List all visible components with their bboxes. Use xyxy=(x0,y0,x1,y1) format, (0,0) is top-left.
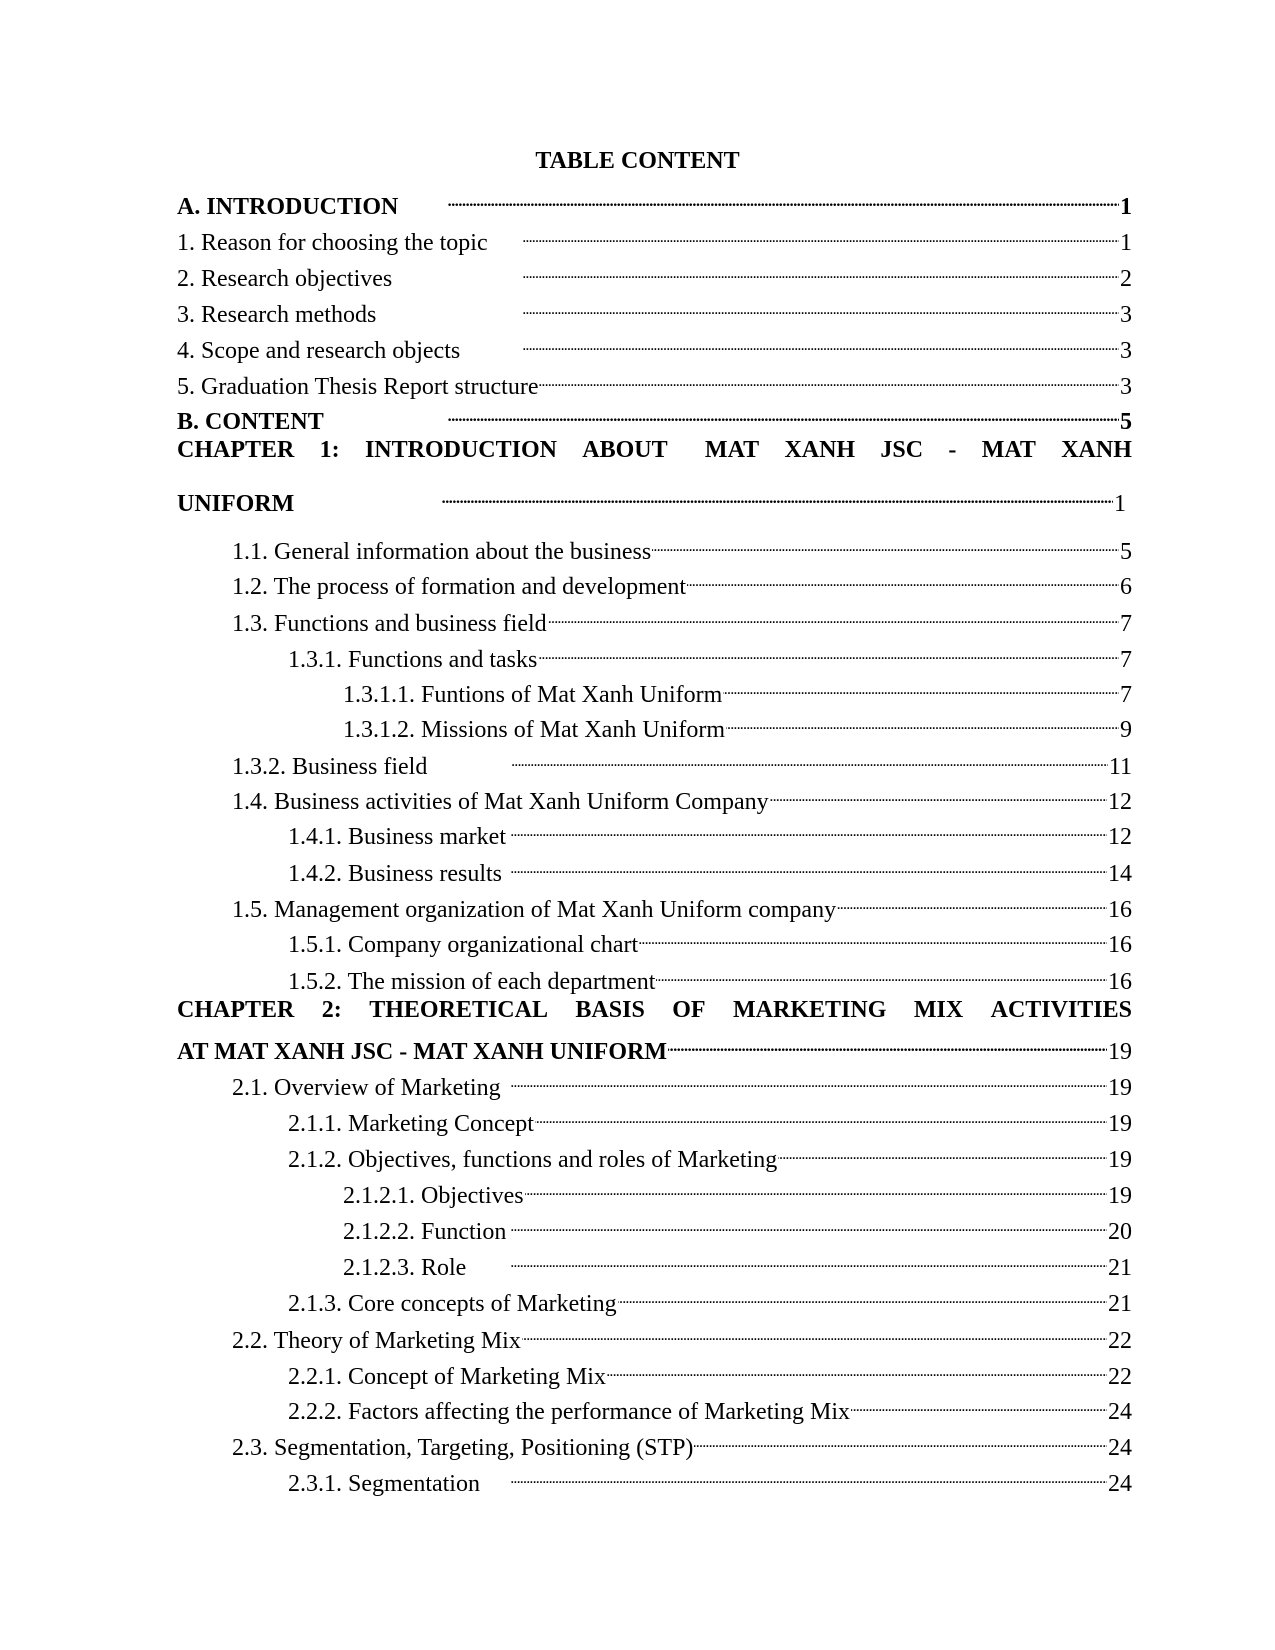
toc-entry-page: 19 xyxy=(1108,1111,1132,1137)
toc-entry[interactable] xyxy=(232,531,1132,565)
dot-leader xyxy=(548,603,1119,631)
toc-entry-label: 1.4. Business activities of Mat Xanh Uniform Company xyxy=(232,789,769,815)
toc-entry-page: 16 xyxy=(1108,932,1132,958)
toc-entry[interactable] xyxy=(177,1031,1132,1065)
toc-entry[interactable] xyxy=(232,746,1132,780)
dot-leader xyxy=(399,186,1119,214)
toc-entry-label: 1.3. Functions and business field xyxy=(232,611,547,637)
toc-entry-label: 5. Graduation Thesis Report structure xyxy=(177,374,539,400)
dot-leader xyxy=(668,1031,1107,1059)
word: CHAPTER xyxy=(177,997,295,1023)
word: - xyxy=(948,437,957,463)
toc-entry[interactable] xyxy=(288,961,1132,995)
toc-entry-label: 2.2.1. Concept of Marketing Mix xyxy=(288,1364,606,1390)
toc-entry[interactable] xyxy=(343,674,1132,708)
toc-entry[interactable] xyxy=(343,1175,1132,1209)
toc-entry-label: 2.2.2. Factors affecting the performance of Marketing Mix xyxy=(288,1399,851,1425)
word: MARKETING xyxy=(733,997,887,1023)
toc-entry[interactable] xyxy=(232,889,1132,923)
toc-entry-page: 2 xyxy=(1120,266,1132,292)
toc-entry[interactable] xyxy=(232,1320,1132,1354)
word: CHAPTER xyxy=(177,437,295,463)
toc-entry-page: 1 xyxy=(1120,194,1132,220)
toc-entry-page: 3 xyxy=(1120,302,1132,328)
toc-entry[interactable] xyxy=(232,1427,1132,1461)
toc-entry-label: 1.3.1.2. Missions of Mat Xanh Uniform xyxy=(343,717,725,743)
toc-entry-page: 3 xyxy=(1120,338,1132,364)
word: 2: xyxy=(321,997,342,1023)
toc-entry[interactable] xyxy=(177,330,1132,364)
toc-entry-label: 2.2. Theory of Marketing Mix xyxy=(232,1328,521,1354)
toc-entry-page: 24 xyxy=(1108,1399,1132,1425)
dot-leader xyxy=(428,746,1108,774)
dot-leader xyxy=(618,1283,1107,1311)
toc-entry-label: AT MAT XANH JSC - MAT XANH UNIFORM xyxy=(177,1039,667,1065)
dot-leader xyxy=(694,1427,1107,1455)
toc-entry-label: 4. Scope and research objects xyxy=(177,338,461,364)
toc-entry-page: 14 xyxy=(1108,861,1132,887)
dot-leader xyxy=(687,566,1119,594)
dot-leader xyxy=(325,401,1119,429)
toc-entry[interactable] xyxy=(288,1139,1132,1173)
dot-leader xyxy=(461,330,1119,358)
word: 1: xyxy=(319,437,340,463)
word: XANH xyxy=(1061,437,1132,463)
toc-entry-label: 3. Research methods xyxy=(177,302,377,328)
toc-entry[interactable] xyxy=(177,366,1132,400)
dot-leader xyxy=(503,853,1107,881)
word: JSC xyxy=(880,437,924,463)
dot-leader xyxy=(481,1463,1107,1491)
toc-entry-page: 7 xyxy=(1120,647,1132,673)
toc-entry[interactable] xyxy=(343,1247,1132,1281)
toc-entry[interactable] xyxy=(177,222,1132,256)
toc-entry[interactable] xyxy=(288,1463,1132,1497)
toc-entry-page: 19 xyxy=(1108,1075,1132,1101)
toc-entry-label: 2.1.3. Core concepts of Marketing xyxy=(288,1291,617,1317)
page-title: TABLE CONTENT xyxy=(535,148,740,174)
toc-entry-page: 24 xyxy=(1108,1471,1132,1497)
word: ACTIVITIES xyxy=(990,997,1132,1023)
word: OF xyxy=(672,997,706,1023)
toc-entry-page: 1 xyxy=(1114,491,1126,517)
toc-entry[interactable] xyxy=(288,639,1132,673)
toc-entry-label: 2.3. Segmentation, Targeting, Positioning (STP) xyxy=(232,1435,694,1461)
dot-leader xyxy=(851,1391,1107,1419)
toc-entry-label: 1.2. The process of formation and development xyxy=(232,574,687,600)
toc-entry-page: 19 xyxy=(1108,1183,1132,1209)
toc-entry-label: 1.5. Management organization of Mat Xanh Uniform company xyxy=(232,897,837,923)
dot-leader xyxy=(837,889,1107,917)
toc-entry-page: 1 xyxy=(1120,230,1132,256)
toc-entry-label: A. INTRODUCTION xyxy=(177,194,399,220)
toc-entry-page: 6 xyxy=(1120,574,1132,600)
toc-entry-page: 12 xyxy=(1108,824,1132,850)
toc-entry-page: 22 xyxy=(1108,1364,1132,1390)
dot-leader xyxy=(377,294,1119,322)
toc-entry-label: UNIFORM xyxy=(177,491,295,517)
toc-entry-page: 9 xyxy=(1120,717,1132,743)
toc-entry[interactable] xyxy=(177,294,1132,328)
toc-entry-page: 19 xyxy=(1108,1147,1132,1173)
dot-leader xyxy=(726,709,1119,737)
toc-entry[interactable] xyxy=(232,1067,1132,1101)
toc-entry[interactable] xyxy=(177,483,1132,517)
chapter-1-heading-line-1[interactable] xyxy=(177,436,1132,464)
toc-entry-page: 19 xyxy=(1108,1039,1132,1065)
word: MIX xyxy=(913,997,964,1023)
dot-leader xyxy=(607,1356,1107,1384)
dot-leader xyxy=(639,924,1107,952)
toc-entry-page: 12 xyxy=(1108,789,1132,815)
dot-leader xyxy=(525,1175,1107,1203)
toc-entry[interactable] xyxy=(288,924,1132,958)
toc-entry[interactable] xyxy=(343,1211,1132,1245)
toc-entry[interactable] xyxy=(288,853,1132,887)
toc-entry-label: 2.1.2.2. Function xyxy=(343,1219,507,1245)
toc-entry-label: 1.5.2. The mission of each department xyxy=(288,969,656,995)
toc-entry[interactable] xyxy=(177,401,1132,435)
toc-entry-label: 2. Research objectives xyxy=(177,266,393,292)
toc-entry-label: 2.1.1. Marketing Concept xyxy=(288,1111,534,1137)
toc-entry-page: 5 xyxy=(1120,409,1132,435)
toc-entry-page: 21 xyxy=(1108,1255,1132,1281)
toc-entry-page: 20 xyxy=(1108,1219,1132,1245)
toc-entry-page: 7 xyxy=(1120,611,1132,637)
toc-entry-label: 1.3.1.1. Funtions of Mat Xanh Uniform xyxy=(343,682,723,708)
toc-entry-label: 1.4.1. Business market xyxy=(288,824,506,850)
dot-leader xyxy=(652,531,1119,559)
dot-leader xyxy=(507,816,1107,844)
toc-entry-label: 2.1.2.3. Role xyxy=(343,1255,467,1281)
dot-leader xyxy=(778,1139,1107,1167)
toc-entry-label: 1.3.2. Business field xyxy=(232,754,428,780)
dot-leader xyxy=(535,1103,1107,1131)
toc-entry-page: 5 xyxy=(1120,539,1132,565)
toc-entry-page: 7 xyxy=(1120,682,1132,708)
dot-leader xyxy=(723,674,1119,702)
word: ABOUT xyxy=(582,437,668,463)
toc-entry-page: 11 xyxy=(1108,754,1132,780)
chapter-2-heading-line-1[interactable] xyxy=(177,996,1132,1024)
dot-leader xyxy=(393,258,1119,286)
toc-entry-label: 1. Reason for choosing the topic xyxy=(177,230,488,256)
toc-entry-page: 24 xyxy=(1108,1435,1132,1461)
toc-entry-label: 1.5.1. Company organizational chart xyxy=(288,932,639,958)
toc-entry-label: 1.3.1. Functions and tasks xyxy=(288,647,538,673)
toc-entry-label: 1.1. General information about the business xyxy=(232,539,652,565)
word: INTRODUCTION xyxy=(364,437,557,463)
dot-leader xyxy=(489,222,1119,250)
toc-entry[interactable] xyxy=(177,186,1132,220)
toc-entry-page: 21 xyxy=(1108,1291,1132,1317)
toc-entry-label: B. CONTENT xyxy=(177,409,324,435)
dot-leader xyxy=(522,1320,1107,1348)
toc-entry-page: 22 xyxy=(1108,1328,1132,1354)
toc-entry[interactable] xyxy=(232,781,1132,815)
toc-entry[interactable] xyxy=(177,258,1132,292)
word: XANH xyxy=(784,437,856,463)
dot-leader xyxy=(309,483,1113,511)
toc-entry-label: 2.1.2. Objectives, functions and roles of Marketing xyxy=(288,1147,778,1173)
word: MAT xyxy=(704,437,760,463)
dot-leader xyxy=(507,1211,1107,1239)
toc-entry-page: 3 xyxy=(1120,374,1132,400)
toc-entry-label: 1.4.2. Business results xyxy=(288,861,503,887)
toc-entry[interactable] xyxy=(288,1283,1132,1317)
dot-leader xyxy=(502,1067,1107,1095)
toc-entry-label: 2.1. Overview of Marketing xyxy=(232,1075,501,1101)
toc-entry[interactable] xyxy=(288,1103,1132,1137)
dot-leader xyxy=(467,1247,1107,1275)
toc-entry[interactable] xyxy=(232,566,1132,600)
toc-entry[interactable] xyxy=(288,816,1132,850)
dot-leader xyxy=(539,366,1119,394)
word: BASIS xyxy=(575,997,645,1023)
word: MAT xyxy=(981,437,1036,463)
toc-entry[interactable] xyxy=(232,603,1132,637)
toc-entry[interactable] xyxy=(343,709,1132,743)
toc-entry-page: 16 xyxy=(1108,969,1132,995)
dot-leader xyxy=(656,961,1107,989)
toc-entry[interactable] xyxy=(288,1356,1132,1390)
toc-entry[interactable] xyxy=(288,1391,1132,1425)
toc-entry-label: 2.3.1. Segmentation xyxy=(288,1471,480,1497)
word: THEORETICAL xyxy=(369,997,548,1023)
dot-leader xyxy=(538,639,1119,667)
dot-leader xyxy=(770,781,1107,809)
toc-entry-label: 2.1.2.1. Objectives xyxy=(343,1183,524,1209)
toc-entry-page: 16 xyxy=(1108,897,1132,923)
